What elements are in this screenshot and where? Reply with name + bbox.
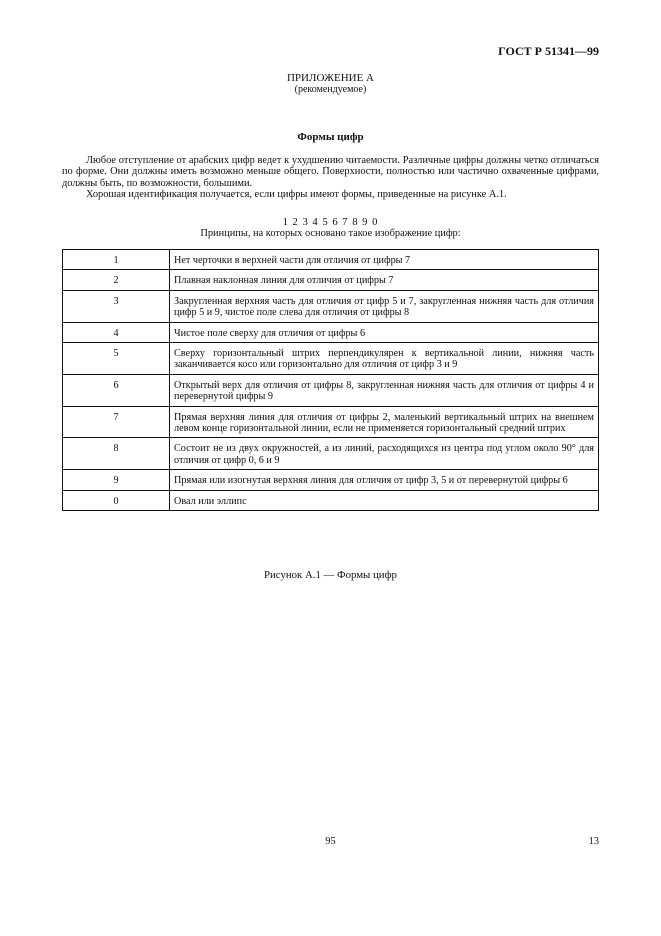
digit-cell: 8 bbox=[63, 438, 170, 470]
description-cell: Чистое поле сверху для отличия от цифры 6 bbox=[170, 322, 599, 342]
digit-cell: 7 bbox=[63, 406, 170, 438]
digit-cell: 1 bbox=[63, 250, 170, 270]
page-number-center: 95 bbox=[325, 836, 336, 847]
table-row bbox=[63, 290, 599, 322]
figure-caption: Рисунок А.1 — Формы цифр bbox=[264, 569, 397, 581]
standard-number: ГОСТ Р 51341—99 bbox=[498, 44, 599, 58]
table-row bbox=[63, 322, 599, 342]
description-cell: Прямая верхняя линия для отличия от цифры 2, маленький вертикальный штрих на внешнем левом конце горизонтальной линии, если не применяется горизонтальный средний штрих bbox=[170, 406, 599, 438]
table-row bbox=[63, 374, 599, 406]
digit-cell: 3 bbox=[63, 290, 170, 322]
page-number-right: 13 bbox=[588, 836, 599, 847]
description-cell: Состоит не из двух окружностей, а из линий, расходящихся из центра под углом около 90° для отличия от цифр 0, 6 и 9 bbox=[170, 438, 599, 470]
description-cell: Закругленная верхняя часть для отличия от цифр 5 и 7, закругленная нижняя часть для отличия цифр 5 и 9, чистое поле слева для отличия от цифры 8 bbox=[170, 290, 599, 322]
principles-heading: Принципы, на которых основано такое изображение цифр: bbox=[200, 228, 461, 239]
description-cell: Овал или эллипс bbox=[170, 490, 599, 510]
table-row bbox=[63, 470, 599, 490]
paragraph-1: Любое отступление от арабских цифр ведет к ухудшению читаемости. Различные цифры должны четко отличаться по форме. Они должны иметь возможно меньше общего. Поверхности, полностью или частично охваченные цифрами, должны быть, по возможности, большими. bbox=[62, 155, 599, 189]
digit-cell: 4 bbox=[63, 322, 170, 342]
digits-sample: 1 2 3 4 5 6 7 8 9 0 bbox=[282, 217, 379, 228]
table-row bbox=[63, 270, 599, 290]
body-text bbox=[62, 155, 599, 201]
appendix-subtitle: (рекомендуемое) bbox=[294, 84, 367, 95]
table-row bbox=[63, 490, 599, 510]
table-row bbox=[63, 406, 599, 438]
table-row bbox=[63, 438, 599, 470]
digit-forms-table bbox=[62, 249, 599, 511]
table-row bbox=[63, 250, 599, 270]
digit-cell: 2 bbox=[63, 270, 170, 290]
description-cell: Открытый верх для отличия от цифры 8, закругленная нижняя часть для отличия от цифры 4 и перевернутой цифры 9 bbox=[170, 374, 599, 406]
digit-cell: 5 bbox=[63, 343, 170, 375]
digit-cell: 6 bbox=[63, 374, 170, 406]
description-cell: Нет черточки в верхней части для отличия от цифры 7 bbox=[170, 250, 599, 270]
appendix-title: ПРИЛОЖЕНИЕ А bbox=[286, 72, 374, 84]
paragraph-2: Хорошая идентификация получается, если цифры имеют формы, приведенные на рисунке А.1. bbox=[86, 189, 507, 201]
table-row bbox=[63, 343, 599, 375]
digit-cell: 0 bbox=[63, 490, 170, 510]
digit-cell: 9 bbox=[63, 470, 170, 490]
description-cell: Плавная наклонная линия для отличия от цифры 7 bbox=[170, 270, 599, 290]
description-cell: Прямая или изогнутая верхняя линия для отличия от цифр 3, 5 и от перевернутой цифры 6 bbox=[170, 470, 599, 490]
description-cell: Сверху горизонтальный штрих перпендикулярен к вертикальной линии, нижняя часть заканчивается косо или горизонтально для отличия от цифр 3 и 9 bbox=[170, 343, 599, 375]
section-title: Формы цифр bbox=[297, 131, 364, 143]
